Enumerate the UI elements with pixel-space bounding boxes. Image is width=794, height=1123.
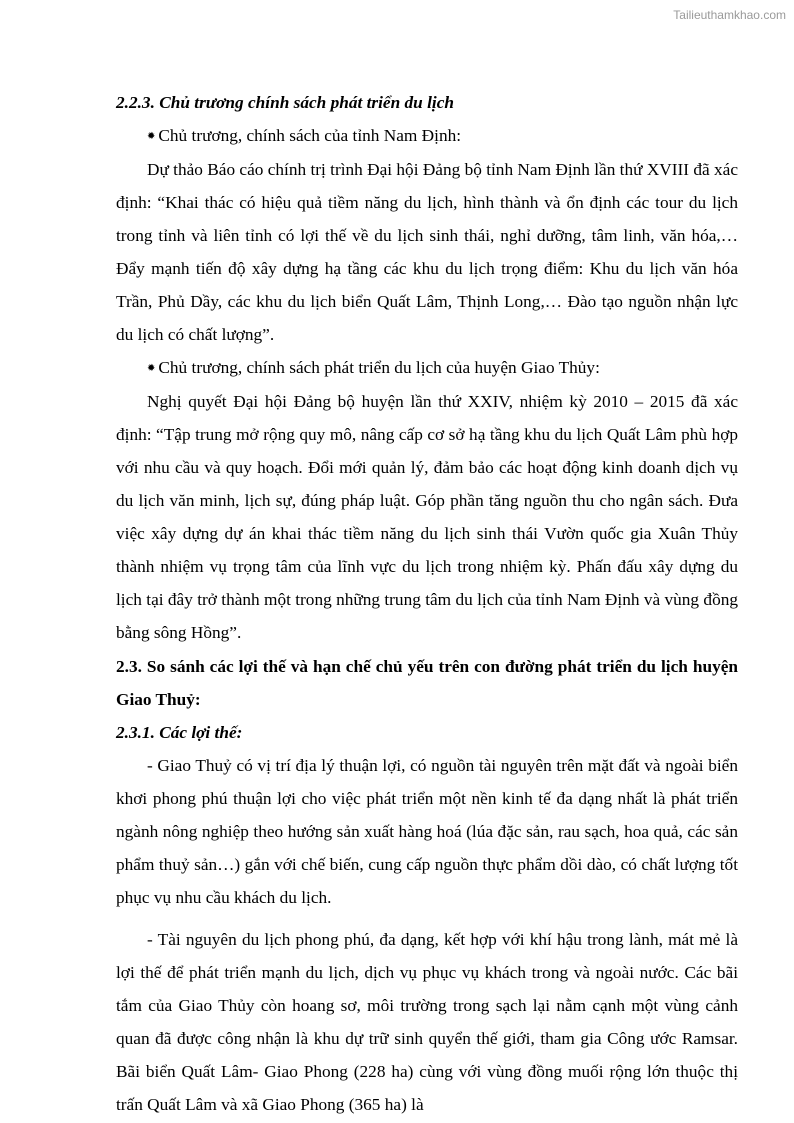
section-heading-2-2-3: 2.2.3. Chủ trương chính sách phát triển du lịch	[116, 93, 454, 112]
paragraph: Nghị quyết Đại hội Đảng bộ huyện lần thứ XXIV, nhiệm kỳ 2010 – 2015 đã xác định: “Tập trung mở rộng quy mô, nâng cấp cơ sở hạ tầng khu du lịch Quất Lâm phù hợp với nhu cầu và quy hoạch. Đổi mới quản lý, đảm bảo các hoạt động kinh doanh dịch vụ du lịch văn minh, lịch sự, đúng pháp luật. Góp phần tăng nguồn thu cho ngân sách. Đưa việc xây dựng dự án khai thác tiềm năng du lịch sinh thái Vườn quốc gia Xuân Thủy thành nhiệm vụ trọng tâm của lĩnh vực du lịch trong nhiệm kỳ. Phấn đấu xây dựng du lịch tại đây trở thành một trong những trung tâm du lịch của tỉnh Nam Định và vùng đồng bằng sông Hồng”.	[116, 392, 738, 642]
section-heading-2-3-1: 2.3.1. Các lợi thế:	[116, 723, 243, 742]
bullet-icon: ✹	[147, 363, 156, 374]
bullet-text: Chủ trương, chính sách của tỉnh Nam Định:	[158, 126, 462, 145]
watermark: Tailieuthamkhao.com	[673, 8, 786, 22]
section-heading-2-3: 2.3. So sánh các lợi thế và hạn chế chủ yếu trên con đường phát triển du lịch huyện Giao Thuỷ:	[116, 657, 738, 709]
bullet-icon: ✹	[147, 131, 156, 142]
paragraph: - Tài nguyên du lịch phong phú, đa dạng, kết hợp với khí hậu trong lành, mát mẻ là lợi thế để phát triển mạnh du lịch, dịch vụ phục vụ khách trong và ngoài nước. Các bãi tắm của Giao Thủy còn hoang sơ, môi trường trong sạch lại nằm cạnh một vùng cảnh quan đã được công nhận là khu dự trữ sinh quyển thế giới, tham gia Công ước Ramsar. Bãi biển Quất Lâm- Giao Phong (228 ha) cùng với vùng đồng muối rộng lớn thuộc thị trấn Quất Lâm và xã Giao Phong (365 ha) là	[116, 930, 738, 1114]
paragraph: Dự thảo Báo cáo chính trị trình Đại hội Đảng bộ tỉnh Nam Định lần thứ XVIII đã xác định: “Khai thác có hiệu quả tiềm năng du lịch, hình thành và ổn định các tour du lịch trong tỉnh và liên tỉnh có lợi thế về du lịch sinh thái, nghỉ dưỡng, tâm linh, văn hóa,… Đẩy mạnh tiến độ xây dựng hạ tầng các khu du lịch trọng điểm: Khu du lịch văn hóa Trần, Phủ Dầy, các khu du lịch biển Quất Lâm, Thịnh Long,… Đào tạo nguồn nhận lực du lịch có chất lượng”.	[116, 160, 738, 344]
bullet-text: Chủ trương, chính sách phát triển du lịch của huyện Giao Thủy:	[158, 358, 600, 377]
document-body	[116, 86, 738, 1121]
bullet-item	[116, 351, 738, 385]
bullet-item	[116, 119, 738, 153]
paragraph: - Giao Thuỷ có vị trí địa lý thuận lợi, có nguồn tài nguyên trên mặt đất và ngoài biển khơi phong phú thuận lợi cho việc phát triển một nền kinh tế đa dạng nhất là phát triển ngành nông nghiệp theo hướng sản xuất hàng hoá (lúa đặc sản, rau sạch, hoa quả, các sản phẩm thuỷ sản…) gắn với chế biến, cung cấp nguồn thực phẩm dồi dào, có chất lượng tốt phục vụ nhu cầu khách du lịch.	[116, 756, 738, 907]
